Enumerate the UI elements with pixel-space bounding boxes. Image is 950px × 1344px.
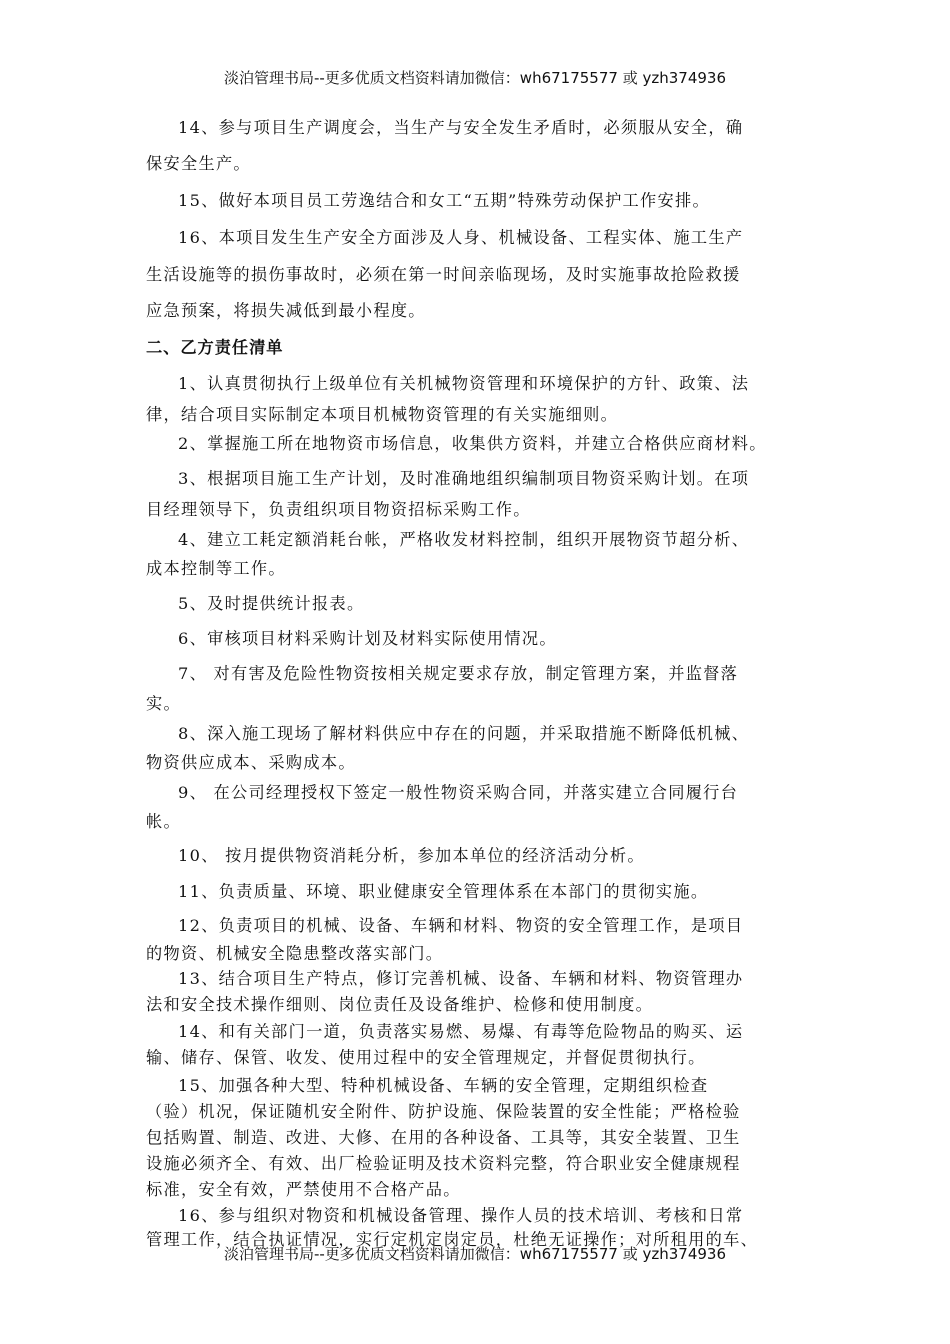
paragraph-line: 设施必须齐全、有效、出厂检验证明及技术资料完整，符合职业安全健康规程 xyxy=(146,1154,741,1173)
paragraph-line: 标准，安全有效，严禁使用不合格产品。 xyxy=(146,1180,461,1199)
page-header-watermark: 淡泊管理书局--更多优质文档资料请加微信：wh67175577 或 yzh374936 xyxy=(223,69,726,87)
paragraph-line: 律，结合项目实际制定本项目机械物资管理的有关实施细则。 xyxy=(146,405,619,424)
paragraph-line: 法和安全技术操作细则、岗位责任及设备维护、检修和使用制度。 xyxy=(146,995,654,1014)
paragraph-line: 管理工作，结合执证情况，实行定机定岗定员，杜绝无证操作；对所租用的车、 xyxy=(146,1230,759,1249)
paragraph-line: 包括购置、制造、改进、大修、在用的各种设备、工具等，其安全装置、卫生 xyxy=(146,1128,741,1147)
paragraph-line: 帐。 xyxy=(146,812,181,831)
paragraph-line: 4、建立工耗定额消耗台帐，严格收发材料控制，组织开展物资节超分析、 xyxy=(178,530,750,549)
paragraph-line: 16、本项目发生生产安全方面涉及人身、机械设备、工程实体、施工生产 xyxy=(178,228,744,247)
paragraph-line: 13、结合项目生产特点，修订完善机械、设备、车辆和材料、物资管理办 xyxy=(178,969,744,988)
paragraph-line: 保安全生产。 xyxy=(146,154,251,173)
paragraph-line: 11、负责质量、环境、职业健康安全管理体系在本部门的贯彻实施。 xyxy=(178,882,709,901)
paragraph-line: 2、掌握施工所在地物资市场信息，收集供方资料，并建立合格供应商材料。 xyxy=(178,434,767,453)
paragraph-line: 输、储存、保管、收发、使用过程中的安全管理规定，并督促贯彻执行。 xyxy=(146,1048,706,1067)
paragraph-line: （验）机况，保证随机安全附件、防护设施、保险装置的安全性能；严格检验 xyxy=(146,1102,741,1121)
paragraph-line: 8、深入施工现场了解材料供应中存在的问题，并采取措施不断降低机械、 xyxy=(178,724,750,743)
paragraph-line: 5、及时提供统计报表。 xyxy=(178,594,365,613)
paragraph-line: 目经理领导下，负责组织项目物资招标采购工作。 xyxy=(146,500,531,519)
paragraph-line: 物资供应成本、采购成本。 xyxy=(146,753,356,772)
paragraph-line: 6、审核项目材料采购计划及材料实际使用情况。 xyxy=(178,629,557,648)
paragraph-line: 应急预案，将损失减低到最小程度。 xyxy=(146,301,426,320)
paragraph-line: 10、 按月提供物资消耗分析，参加本单位的经济活动分析。 xyxy=(178,846,645,865)
paragraph-line: 的物资、机械安全隐患整改落实部门。 xyxy=(146,944,444,963)
paragraph-line: 15、做好本项目员工劳逸结合和女工“五期”特殊劳动保护工作安排。 xyxy=(178,191,710,210)
paragraph-line: 14、参与项目生产调度会，当生产与安全发生矛盾时，必须服从安全，确 xyxy=(178,118,744,137)
paragraph-line: 14、和有关部门一道，负责落实易燃、易爆、有毒等危险物品的购买、运 xyxy=(178,1022,744,1041)
paragraph-line: 16、参与组织对物资和机械设备管理、操作人员的技术培训、考核和日常 xyxy=(178,1206,744,1225)
paragraph-line: 1、认真贯彻执行上级单位有关机械物资管理和环境保护的方针、政策、法 xyxy=(178,374,750,393)
paragraph-line: 生活设施等的损伤事故时，必须在第一时间亲临现场，及时实施事故抢险救援 xyxy=(146,265,741,284)
paragraph-line: 实。 xyxy=(146,694,181,713)
paragraph-line: 9、 在公司经理授权下签定一般性物资采购合同，并落实建立合同履行台 xyxy=(178,783,739,802)
section-heading: 二、乙方责任清单 xyxy=(146,338,284,357)
paragraph-line: 15、加强各种大型、特种机械设备、车辆的安全管理，定期组织检查 xyxy=(178,1076,709,1095)
paragraph-line: 12、负责项目的机械、设备、车辆和材料、物资的安全管理工作，是项目 xyxy=(178,916,744,935)
page-footer-watermark: 淡泊管理书局--更多优质文档资料请加微信：wh67175577 或 yzh374936 xyxy=(223,1245,726,1263)
paragraph-line: 3、根据项目施工生产计划，及时准确地组织编制项目物资采购计划。在项 xyxy=(178,469,750,488)
paragraph-line: 成本控制等工作。 xyxy=(146,559,286,578)
paragraph-line: 7、 对有害及危险性物资按相关规定要求存放，制定管理方案，并监督落 xyxy=(178,664,739,683)
